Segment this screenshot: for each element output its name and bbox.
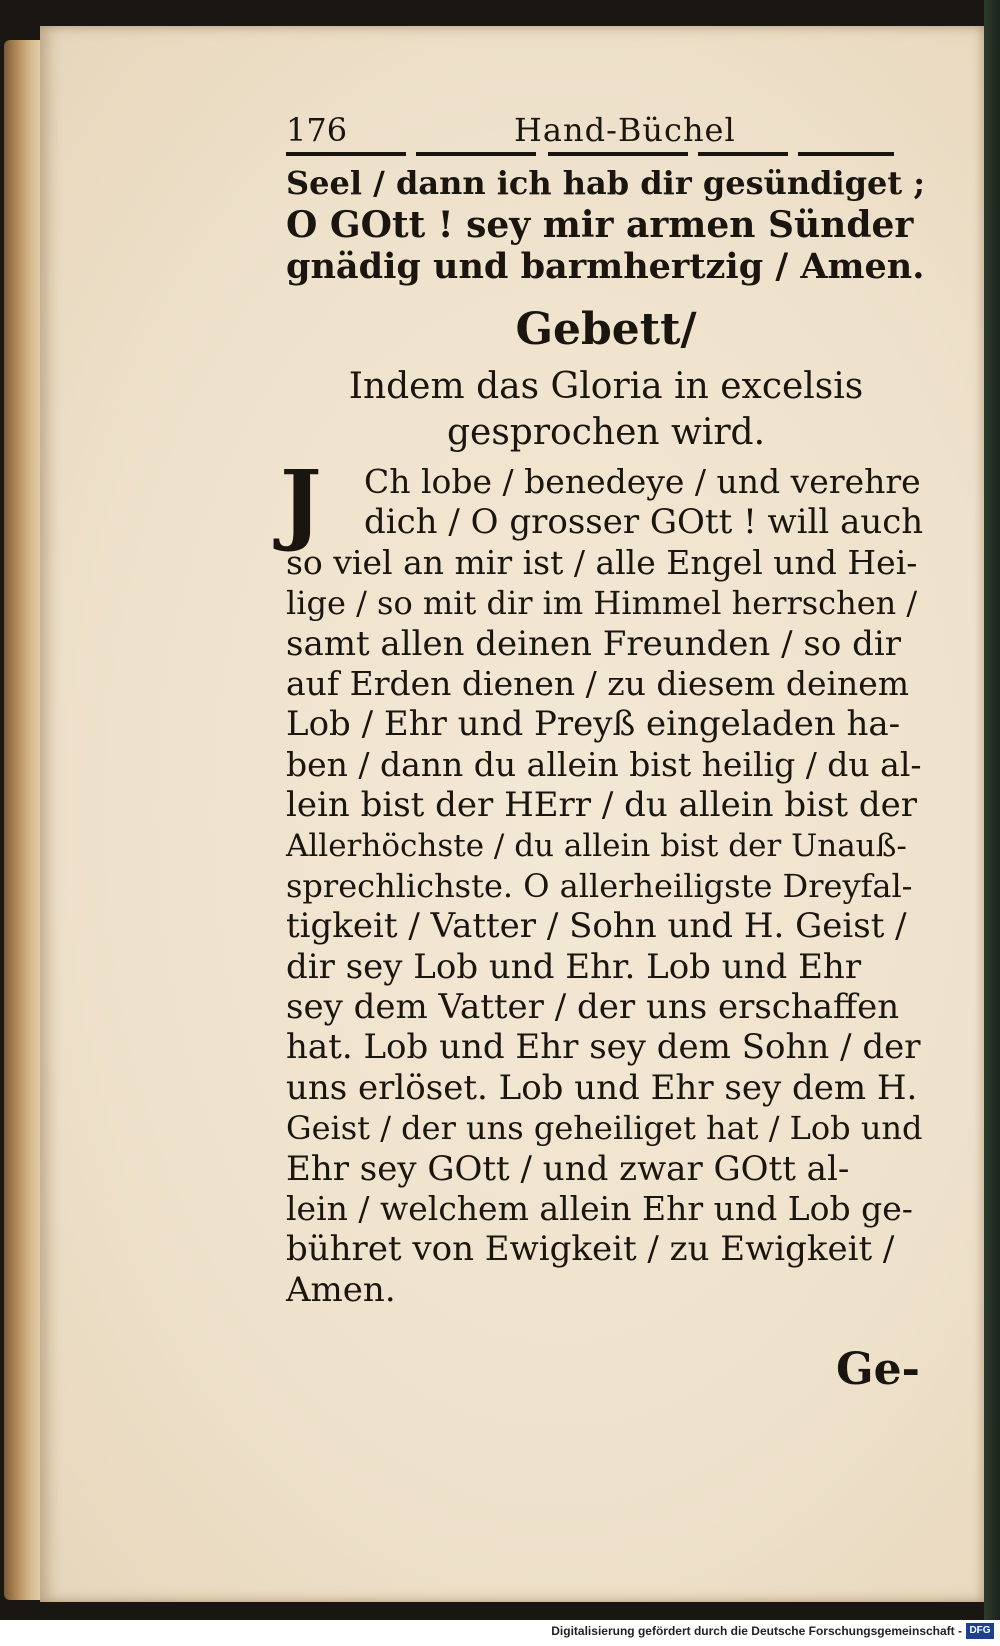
- page-header: [286, 104, 926, 156]
- text-line: Allerhöchste / du allein bist der Unauß-: [286, 827, 907, 864]
- drop-cap-initial: J: [280, 450, 322, 554]
- text-line: Geist / der uns geheiliget hat / Lob und: [286, 1109, 923, 1148]
- page-number: 176: [286, 111, 348, 149]
- prayer-paragraph: [280, 450, 926, 1310]
- text-line: tigkeit / Vatter / Sohn und H. Geist /: [286, 906, 907, 947]
- text-line: dich / O grosser GOtt ! will auch: [364, 502, 924, 543]
- header-rule: [416, 152, 536, 156]
- text-line: Amen.: [286, 1269, 396, 1310]
- dfg-logo: DFG: [966, 1623, 994, 1639]
- text-line: Seel / dann ich hab dir gesündiget ;: [286, 164, 926, 202]
- book-edge: [4, 40, 44, 1600]
- funding-credit: Digitalisierung gefördert durch die Deutsche Forschungsgemeinschaft -: [551, 1624, 962, 1638]
- text-line: lige / so mit dir im Himmel herrschen /: [286, 584, 918, 623]
- section-subtitle-line: Indem das Gloria in excelsis: [348, 366, 864, 407]
- text-line: lein bist der HErr / du allein bist der: [286, 785, 918, 826]
- page-text: [280, 104, 926, 1395]
- text-line: auf Erden dienen / zu diesem deinem: [286, 663, 910, 703]
- text-line: uns erlöset. Lob und Ehr sey dem H.: [286, 1067, 918, 1108]
- text-line: bühret von Ewigkeit / zu Ewigkeit /: [286, 1229, 895, 1270]
- text-line: lein / welchem allein Ehr und Lob ge-: [286, 1189, 913, 1229]
- text-line: so viel an mir ist / alle Engel und Hei-: [286, 542, 918, 582]
- section-title: Gebett/: [515, 304, 697, 355]
- section-subtitle-line: gesprochen wird.: [446, 412, 766, 453]
- text-line: gnädig und barmhertzig / Amen.: [286, 246, 925, 287]
- continued-text: [286, 162, 926, 288]
- header-rule: [286, 152, 406, 156]
- header-rule: [548, 152, 688, 156]
- book-cover-edge: [984, 0, 1000, 1620]
- text-line: ben / dann du allein bist heilig / du al-: [286, 744, 922, 784]
- text-line: sprechlichste. O allerheiligste Dreyfal-: [286, 866, 913, 905]
- running-head: Hand-Büchel: [514, 111, 736, 149]
- text-line: sey dem Vatter / der uns erschaffen: [286, 987, 900, 1028]
- digitization-footer: [0, 1620, 1000, 1646]
- text-line: dir sey Lob und Ehr. Lob und Ehr: [286, 946, 862, 987]
- text-line: O GOtt ! sey mir armen Sünder: [286, 204, 914, 246]
- text-line: Ehr sey GOtt / und zwar GOtt al-: [286, 1148, 850, 1189]
- text-line: Ch lobe / benedeye / und verehre: [364, 462, 921, 501]
- catchword: Ge-: [836, 1344, 920, 1395]
- header-rule: [798, 152, 894, 156]
- text-line: Lob / Ehr und Preyß eingeladen ha-: [286, 704, 901, 745]
- header-rule: [698, 152, 788, 156]
- text-line: hat. Lob und Ehr sey dem Sohn / der: [286, 1027, 921, 1068]
- text-line: samt allen deinen Freunden / so dir: [286, 623, 901, 664]
